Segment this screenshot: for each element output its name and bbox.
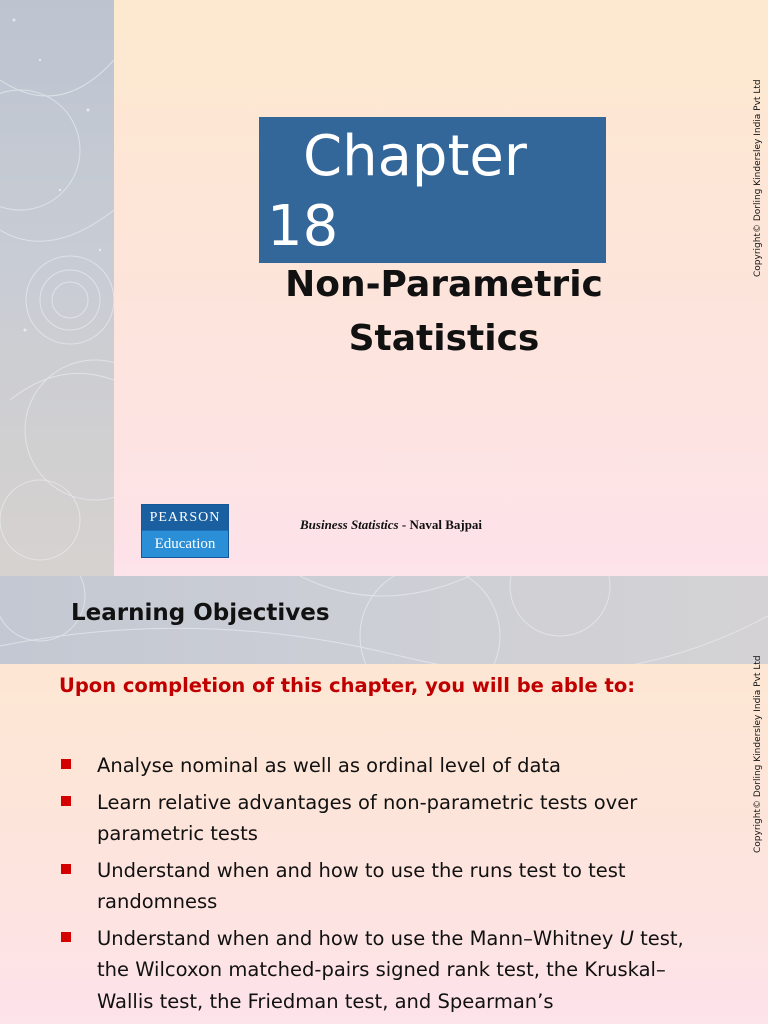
objective-text-part-2: test, the Wilcoxon matched-pairs signed rank test, the Kruskal–Wallis test, the Friedman test, and Spearman’s xyxy=(97,926,684,1013)
list-item xyxy=(60,923,720,1018)
learning-objectives-slide xyxy=(0,576,768,1024)
chapter-label: Chapter xyxy=(303,124,527,189)
intro-text: Upon completion of this chapter, you will be able to: xyxy=(59,674,636,697)
objective-text: Analyse nominal as well as ordinal level of data xyxy=(97,754,561,777)
logo-bottom-text: Education xyxy=(142,531,228,557)
bullet-square-icon xyxy=(61,796,71,806)
header-band xyxy=(0,576,768,664)
objective-text: Learn relative advantages of non-parametric tests over parametric tests xyxy=(97,790,638,845)
objective-text-italic: U xyxy=(619,926,634,950)
list-item xyxy=(60,855,720,918)
slide-title: Learning Objectives xyxy=(71,600,330,626)
copyright-notice: Copyright© Dorling Kindersley India Pvt Ltd xyxy=(753,79,763,277)
logo-top-text: PEARSON xyxy=(142,505,228,530)
chapter-title-box xyxy=(259,117,606,263)
decorative-side-panel xyxy=(0,0,114,576)
objective-text-part-1: Understand when and how to use the Mann–Whitney xyxy=(97,926,620,950)
bullet-square-icon xyxy=(61,759,71,769)
subtitle-line-1: Non-Parametric xyxy=(285,264,603,305)
objective-text: Understand when and how to use the runs test to test randomness xyxy=(97,858,626,913)
copyright-notice: Copyright© Dorling Kindersley India Pvt Ltd xyxy=(753,655,763,853)
author-name: - Naval Bajpai xyxy=(398,517,483,532)
bullet-square-icon xyxy=(61,932,71,942)
chapter-number: 18 xyxy=(267,194,339,259)
list-item xyxy=(60,750,720,782)
list-item xyxy=(60,787,720,850)
chapter-subtitle xyxy=(259,258,629,366)
objectives-list xyxy=(60,750,720,1022)
swirl-decoration-icon xyxy=(0,0,114,576)
bullet-square-icon xyxy=(61,864,71,874)
subtitle-line-2: Statistics xyxy=(348,318,540,359)
book-credit xyxy=(300,517,482,533)
book-title: Business Statistics xyxy=(300,517,399,532)
pearson-logo xyxy=(141,504,229,558)
